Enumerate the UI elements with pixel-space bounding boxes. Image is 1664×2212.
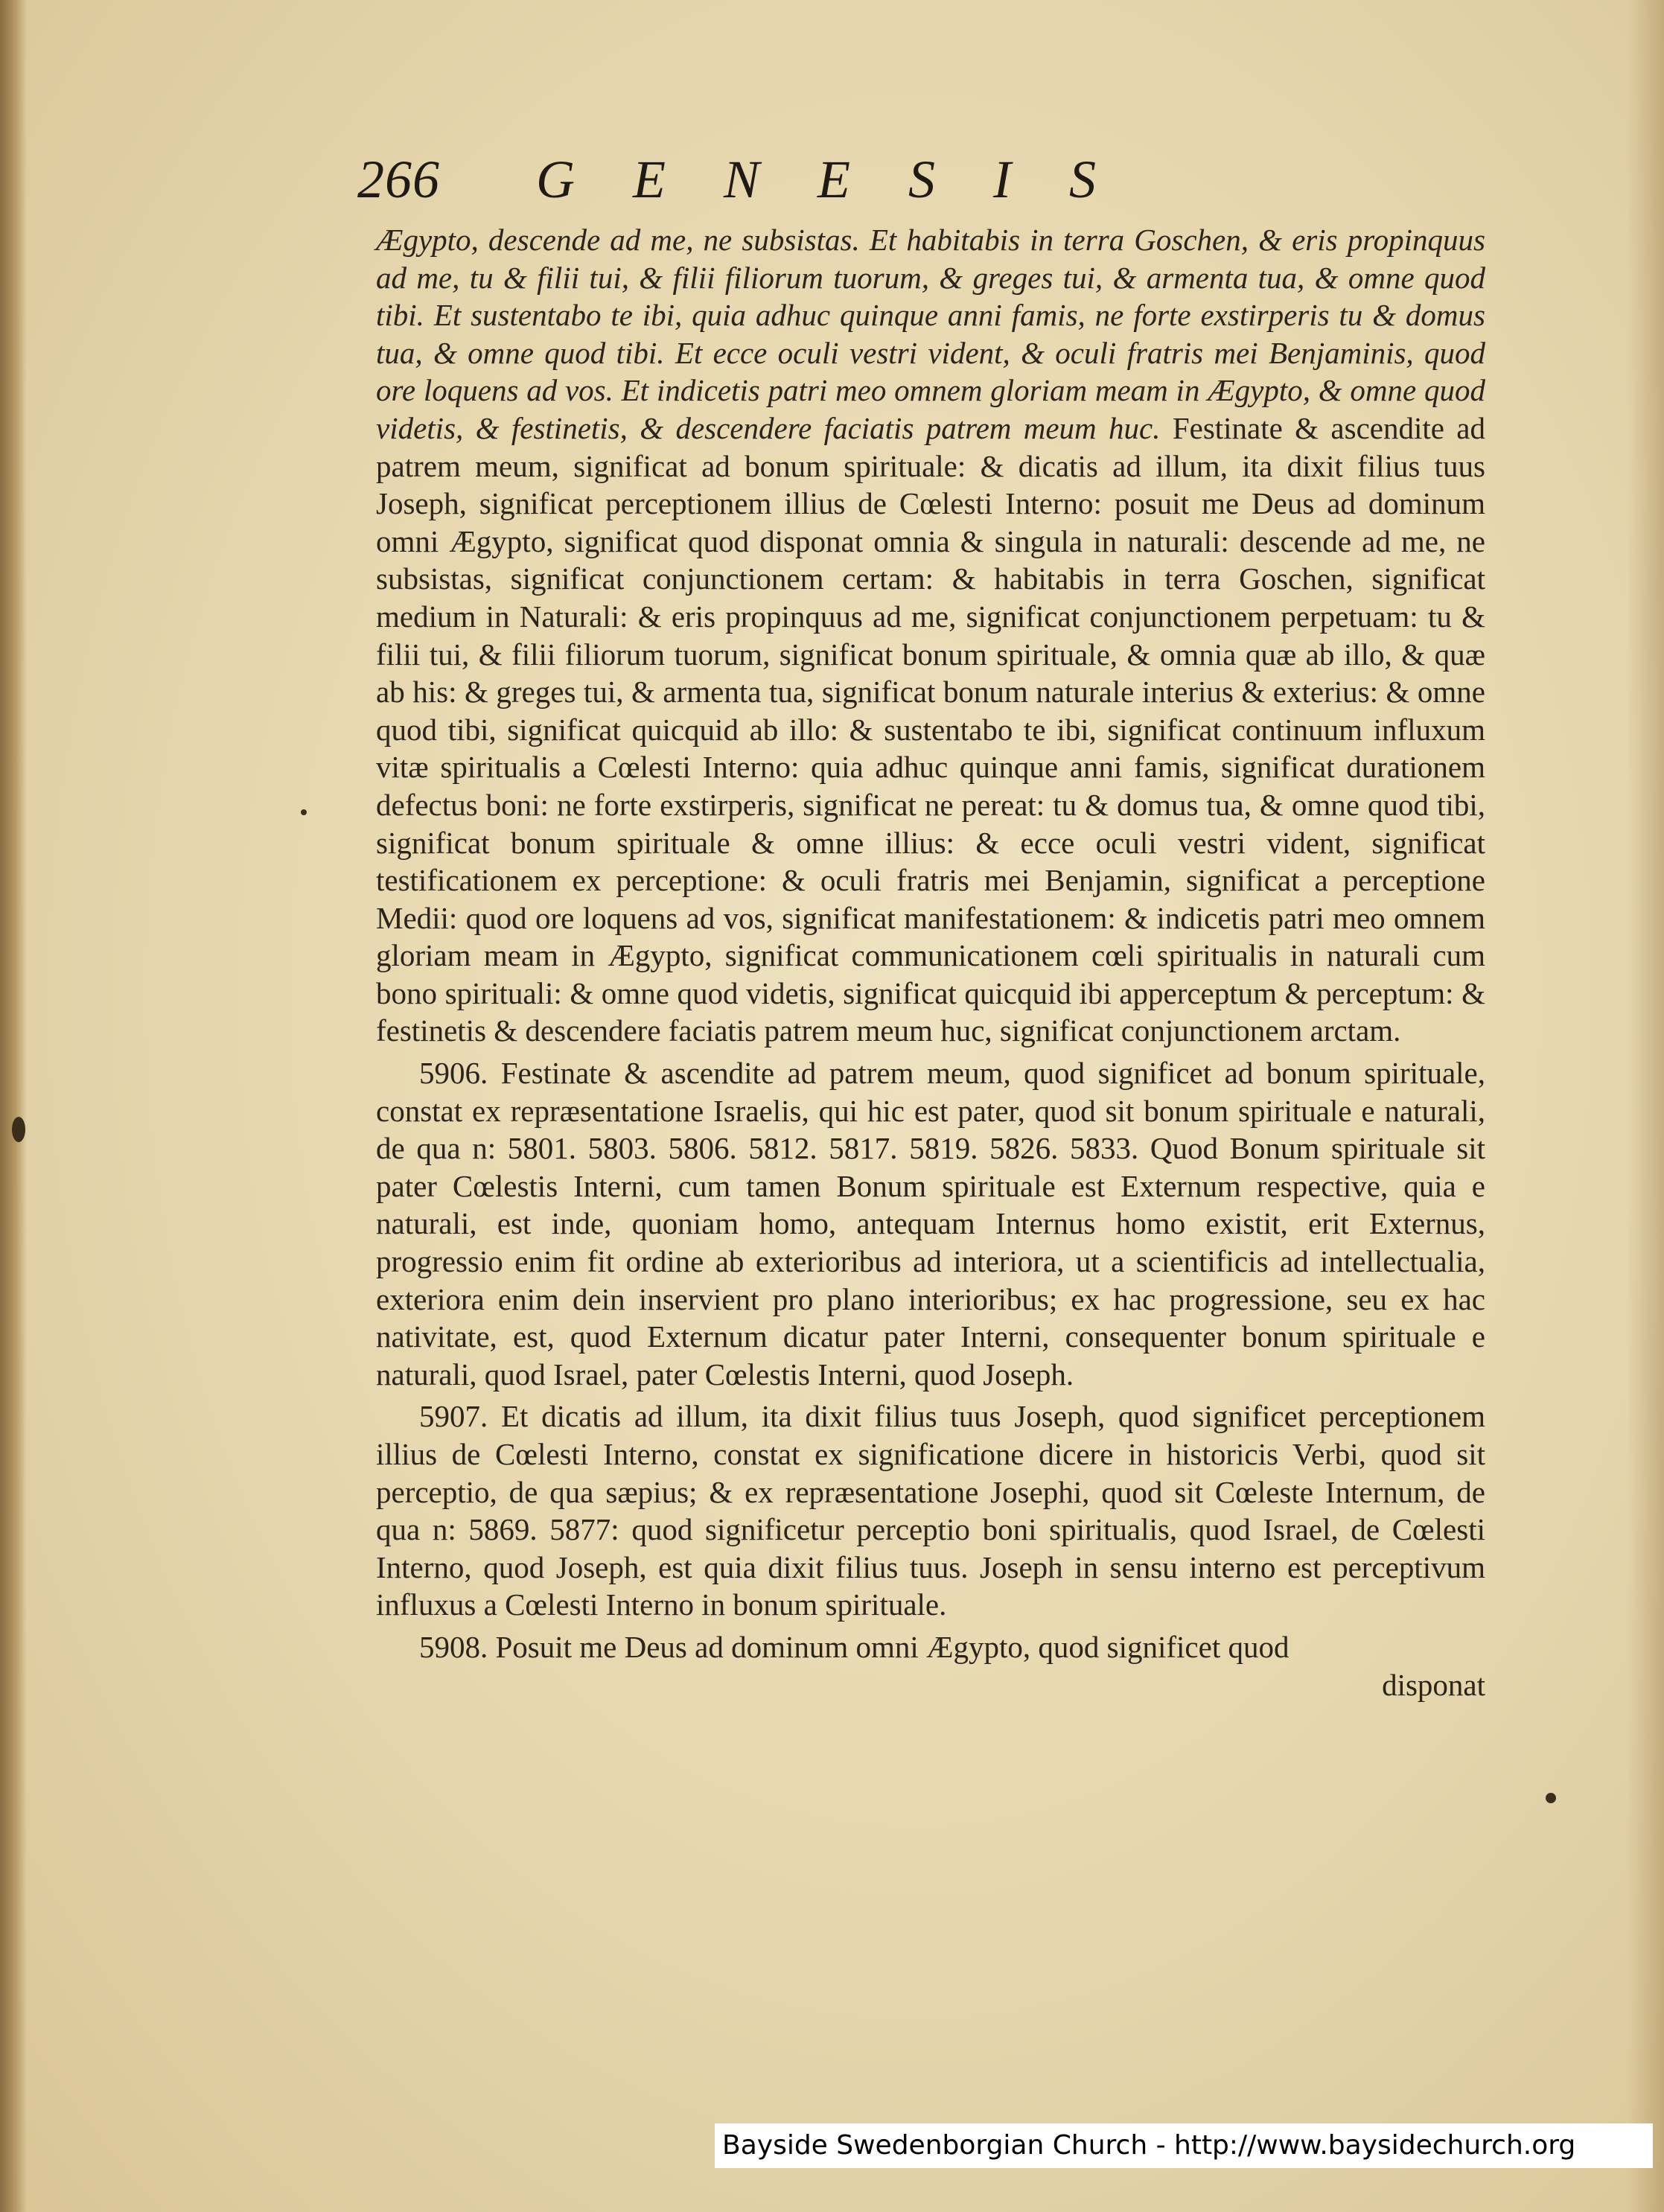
paragraph-5907: 5907. Et dicatis ad illum, ita dixit filius tuus Joseph, quod significet perceptionem illius de Cœlesti Interno, constat ex significatione dicere in historicis Verbi, quod sit perceptio, de qua sæpius; & ex repræsentatione Josephi, quod sit Cœleste Internum, de qua n: 5869. 5877: quod significetur perceptio boni spiritualis, quod Israel, de Cœlesti Interno, quod Joseph, est quia dixit filius tuus. Joseph in sensu interno est perceptivum influxus a Cœlesti Interno in bonum spirituale.	[376, 1399, 1485, 1622]
scripture-passage	[376, 221, 1485, 1050]
binding-gutter	[0, 0, 27, 2212]
scripture-passage-text: Ægypto, descende ad me, ne subsistas. Et habitabis in terra Goschen, & eris propinquus ad me, tu & filii tui, & filii filiorum tuorum, & greges tui, & armenta tua, & omne quod tibi. Et sustentabo te ibi, quia adhuc quinque anni famis, ne forte exstirperis tu & domus tua, & omne quod tibi. Et ecce oculi vestri vident, & oculi fratris mei Benjaminis, quod ore loquens ad vos. Et indicetis patri meo omnem gloriam meam in Ægypto, & omne quod videtis, & festinetis, & descendere faciatis patrem meum huc.	[376, 223, 1485, 445]
page-number: 266	[357, 150, 440, 209]
summary-text: Festinate & ascendite ad patrem meum, significat ad bonum spirituale: & dicatis ad illum, ita dixit filius tuus Joseph, significat perceptionem illius de Cœlesti Interno: posuit me Deus ad dominum omni Ægypto, significat quod disponat omnia & singula in naturali: descende ad me, ne subsistas, significat conjunctionem certam: & habitabis in terra Goschen, significat medium in Naturali: & eris propinquus ad me, significat conjunctionem perpetuam: tu & filii tui, & filii filiorum tuorum, significat bonum spirituale, & omnia quæ ab illo, & quæ ab his: & greges tui, & armenta tua, significat bonum naturale interius & exterius: & omne quod tibi, significat quicquid ab illo: & sustentabo te ibi, significat continuum influxum vitæ spiritualis a Cœlesti Interno: quia adhuc quinque anni famis, significat durationem defectus boni: ne forte exstirperis, significat ne pereat: tu & domus tua, & omne quod tibi, significat bonum spirituale & omne illius: & ecce oculi vestri vident, significat testificationem ex perceptione: & oculi fratris mei Benjamin, significat a perceptione Medii: quod ore loquens ad vos, significat manifestationem: & indicetis patri meo omnem gloriam meam in Ægypto, significat communicationem cœli spiritualis in naturali cum bono spirituali: & omne quod videtis, significat quicquid ibi apperceptum & perceptum: & festinetis & descendere faciatis patrem meum huc, significat conjunctionem arctam.	[376, 410, 1485, 1048]
page-header	[357, 149, 1251, 216]
paragraph-5908: 5908. Posuit me Deus ad dominum omni Ægypto, quod significet quod	[419, 1629, 1290, 1664]
page-blemish	[1546, 1793, 1556, 1803]
body-text	[376, 221, 1485, 1703]
footer-credit: Bayside Swedenborgian Church - http://www.baysidechurch.org	[715, 2123, 1653, 2168]
catchword: disponat	[1382, 1667, 1485, 1702]
page-edge	[1627, 0, 1664, 2212]
page-blemish	[301, 809, 307, 815]
paragraph-5906: 5906. Festinate & ascendite ad patrem meum, quod significet ad bonum spirituale, constat ex repræsentatione Israelis, qui hic est pater, quod sit bonum spirituale e naturali, de qua n: 5801. 5803. 5806. 5812. 5817. 5819. 5826. 5833. Quod Bonum spirituale sit pater Cœlestis Interni, cum tamen Bonum spirituale est Externum respective, quia e naturali, est inde, quoniam homo, antequam Internus homo existit, erit Externus, progressio enim fit ordine ab exterioribus ad interiora, ut a scientificis ad intellectualia, exteriora enim dein inservient pro plano interioribus; ex hac progressione, seu ex hac nativitate, est, quod Externum dicatur pater Interni, consequenter bonum spirituale e naturali, quod Israel, pater Cœlestis Interni, quod Joseph.	[376, 1056, 1485, 1392]
page-blemish	[12, 1117, 25, 1142]
running-title: GENESIS	[536, 150, 1154, 209]
